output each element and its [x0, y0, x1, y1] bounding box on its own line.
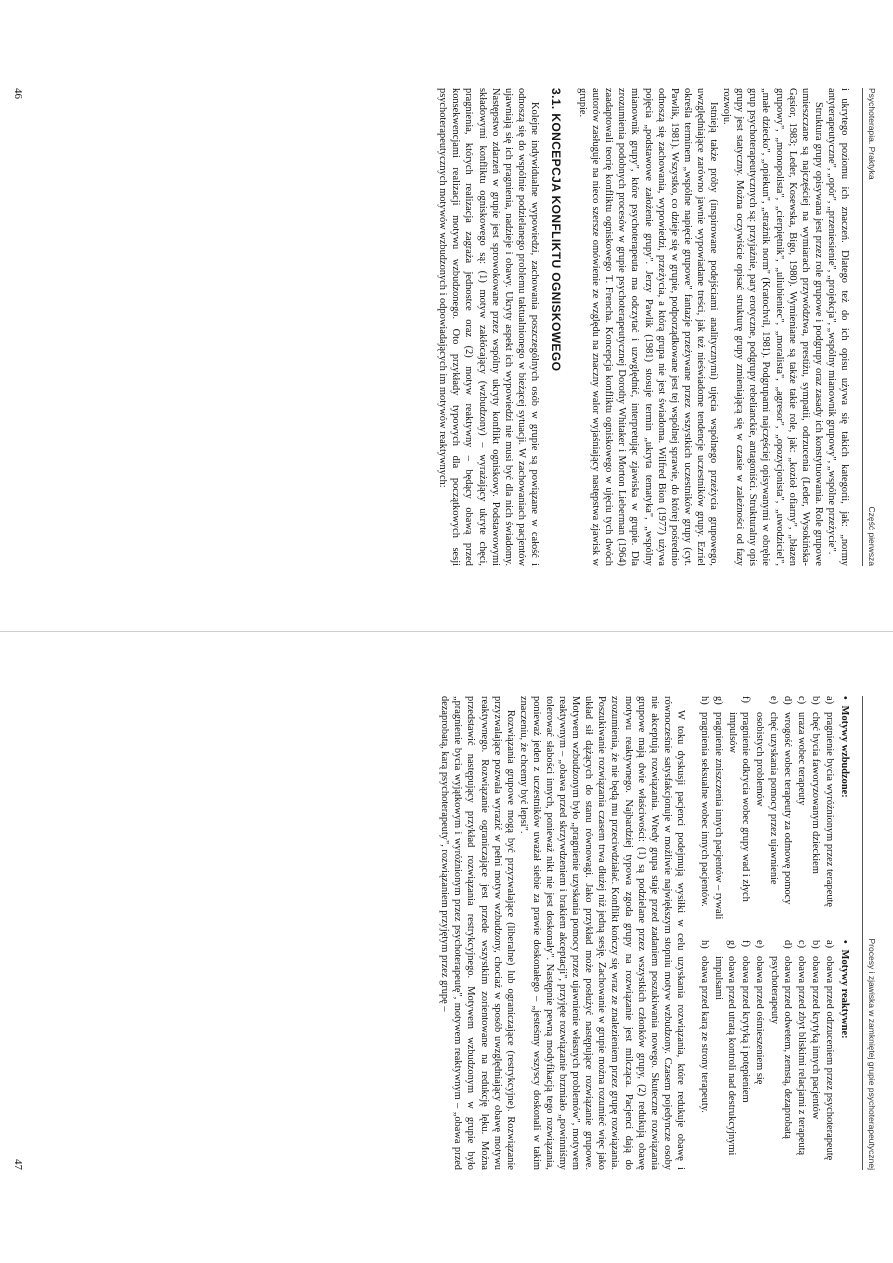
list-item-text: pragnienie bycia wyróżnionym przez terapeutę [823, 712, 835, 908]
column-heading-text: Motywy reaktywne: [839, 949, 850, 1039]
list-item-text: wrogość wobec terapeuty za odmowę pomocy [781, 712, 793, 905]
list-item [698, 940, 711, 1170]
list-marker: d) [781, 696, 793, 705]
running-header-part: Część pierwsza [867, 506, 877, 566]
column-heading [838, 696, 851, 926]
list-item [795, 940, 808, 1170]
list-marker: a) [823, 696, 835, 705]
list-marker: b) [809, 696, 821, 705]
list-marker: d) [781, 940, 793, 949]
motives-columns [697, 696, 851, 1170]
bullet-icon: • [839, 940, 850, 944]
list-item-text: pragnienie odkrycia wobec grupy wad i złych impulsów [727, 712, 752, 902]
list-item [795, 696, 808, 926]
list-marker: h) [699, 940, 711, 949]
list-marker: b) [809, 940, 821, 949]
list-item-text: pragnienie zniszczenia innych pacjentów – rywali [713, 712, 725, 920]
list-item-text: uraza wobec terapeuty [795, 712, 807, 806]
list-item-text: chęć uzyskania pomocy przez ujawnienie osobistych problemów [754, 712, 779, 885]
list-item [781, 696, 794, 926]
list-marker: g) [726, 940, 738, 949]
list-item [726, 696, 752, 926]
list-item-text: pragnienia seksualne wobec innych pacjentów. [699, 712, 711, 907]
paragraph: Kolejne indywidualne wypowiedzi, zachowania poszczególnych osób w grupie są powiązane w całość i odnoszą się do wspólnie podzielanego problemu taktualnionego w bieżącej sytuacji. W zachowaniach pacjentów ujawniają się ich pragnienia, nadzieje i obawy. Ukryty aspekt ich wypowiedzi nie musi być dla nich świadomy. Następstwo zdarzeń w grupie jest sprowokowane przez wspólny ukryty konflikt ogniskowy. Podstawowymi składowymi konfliktu ogniskowego są: (1) motyw zakłócający (wzbudzony) – wyrażający ukryte chęci, pragnienia, których realizacja zagraża jednostce oraz (2) motyw reaktywny – będący obawą przed konsekwencjami realizacji motywu wzbudzonego. Oto przykłady typowych dla początkowych sesji psychoterapeutycznych motywów wzbudzonych i odpowiadających im motywów reaktywnych: [437, 88, 540, 566]
list-marker: a) [823, 940, 835, 949]
list-marker: e) [767, 696, 779, 705]
list-item [823, 940, 836, 1170]
running-header-title: Psychoterapia. Praktyka [867, 88, 877, 180]
column-heading [838, 940, 851, 1170]
list-item-text: obawa przed zbyt bliskimi relacjami z terapeutą [795, 956, 807, 1156]
list-marker: h) [699, 696, 711, 705]
paragraph: Rozwiązania grupowe mogą być przyzwalające (liberalne) lub ograniczające (restrykcyjne). Rozwiązanie przyzwalające pozwala wyrazić w pełni motyw wzbudzony, chociaż w sposób uwzględniający obawę motywu reaktywnego. Rozwiązanie ograniczające jest przede wszystkim zorientowane na redukcję lęku. Można przedstawić następujący przykład rozwiązania restrykcyjnego. Motywem wzbudzonym w grupie było „pragnienie bycia wyjątkowym i wyróżnionym przez psychoterapeutę", motywem reaktywnym – „obawa przed dezaprobatą, karą psychoterapeuty", rozwiązaniem przyjętym przez grupę – [439, 696, 516, 1170]
list-item-text: chęć bycia faworyzowanym dzieckiem [809, 712, 821, 874]
list-item [753, 940, 766, 1170]
list-marker: g) [713, 696, 725, 705]
list-marker: e) [754, 940, 766, 949]
running-header-title: Procesy i zjawiska w zamkniętej grupie psychoterapeutycznej [867, 938, 877, 1170]
right-page [0, 632, 893, 1263]
motive-list [698, 696, 836, 926]
aroused-motives-column [697, 696, 851, 926]
list-item-text: obawa przed odrzuceniem przez psychoterapeutę [823, 956, 835, 1161]
list-marker: f) [740, 696, 752, 703]
paragraph: W toku dyskusji pacjenci podejmują wysiłki w celu uzyskania rozwiązania, które redukuje obawę i równocześnie satysfakcjonuje w możliwie największym stopniu motyw wzbudzony. Czasem pojedyncze osoby nie akceptują rozwiązania. Wtedy grupa staje przed zadaniem poszukiwania nowego. Skuteczne rozwiązania grupowe mają dwie właściwości: (1) są podzielane przez wszystkich członków grupy, (2) redukują obawę motywu reaktywnego. Najbardziej typowa zgoda grupy na rozwiązanie jest milcząca. Pacjenci dają do zrozumienia, że nie będą mu przeciwdziałać. Konflikt kończy się wraz ze znalezieniem przez grupę rozwiązania. Poszukiwanie rozwiązania czasem trwa dłużej niż jedną sesję. Zachowanie w grupie można rozumieć więc jako układ sił dążących do stanu równowagi. Jako przykład może posłużyć następujące rozwiązanie grupowe. Motywem wzbudzonym było „pragnienie uzyskania pomocy przez ujawnienie własnych problemów", motywem reaktywnym – „obawa przed skrzywdzeniem i brakiem akceptacji", przyjęte rozwiązanie brzmiało „powinniśmy tolerować słabości innych, ponieważ nikt nie jest doskonały". Następnie pewną modyfikacją tego rozwiązania, ponieważ jeden z uczestników uważał siebie za prawie doskonałego – „jesteśmy wszyscy doskonali w takim znaczeniu, że chcemy być lepsi". [517, 696, 686, 1170]
page-number: 47 [12, 1159, 24, 1170]
paragraph: Istnieją także próby (inspirowane podejściami analitycznymi) ujęcia wspólnego przeżycia grupowego, uwzględniające zarówno jawnie wypowiadane treści, jak też nieświadome tendencje uczestników grupy. Ezriel określa terminem „wspólne napięcie grupowe" fantazje przeżywane przez wszystkich uczestników grupy (cyt. Pawlik, 1981). Wszystko, co dzieje się w grupie, podporządkowane jest tej wspólnej sprawie, do której pośrednio odnoszą się zachowania, wypowiedzi, przeżycia, a którą grupa nie jest świadoma. Wilfred Bion (1977) używa pojęcia „podstawowe założenie grupy". Jerzy Pawlik (1981) stosuje termin „ukryta tematyka", „wspólny mianownik grupy", które psychoterapeuta ma odczytać i uzwględnić, interpretując zjawiska w grupie. Dla zrozumienia podobnych procesów w grupie psychoterapeutycznej Dorothy Whitaker i Morton Lieberman (1964) zaadaptowali teorię konfliktu ogniskowego T. Frencha. Koncepcja konfliktu ogniskowego w ujęciu tych dwóch autorów zasługuje na nieco szersze omówienie ze względu na znaczny walor wyjaśniający następstwa zjawisk w grupie. [577, 88, 720, 566]
list-item [809, 940, 822, 1170]
list-item-text: obawa przed karą ze strony terapeuty. [699, 956, 711, 1113]
list-item [753, 696, 779, 926]
list-item [712, 940, 738, 1170]
list-item [823, 696, 836, 926]
list-marker: c) [795, 940, 807, 949]
left-page-body [436, 88, 851, 566]
paragraph: Struktura grupy opisywana jest przez role grupowe i podgrupy oraz zasady ich konstytuowania. Role grupowe umieszczane są najczęściej na wymiarach przywództwa, prestiżu, sympatii, odrzucenia (Leder, Wysokińska-Gąsior, 1983; Leder, Kosewska, Bigo, 1980). Wymieniane są także takie role, jak: „kozioł ofiarny", „błazen grupowy", „monopolista", „cierpiętnik", „uliubieniec", „moralista", „agresor", „opozycjonista", „uwodziciel", „małe dziecko", „opiekun", „strażnik norm" (Kratochvíl, 1981). Podgrupami najczęściej opisywanymi w obrębie grup psychoterapeutycznych są: przyjaźnie, pary erotyczne, podgrupy rebelianckie, antagoniści. Strukturalny opis grupy jest statyczny. Można oczywiście opisać strukturę grupy zmieniającą się w czasie w zależności od fazy rozwoju. [721, 88, 824, 566]
list-item [767, 940, 793, 1170]
list-marker: f) [740, 940, 752, 947]
list-item-text: obawa przed utratą kontroli nad destrukcyjnymi impulsami [713, 956, 738, 1156]
section-heading: 3.1. KONCEPCJA KONFLIKTU OGNISKOWEGO [549, 88, 564, 372]
list-marker: c) [795, 696, 807, 705]
reactive-motives-column [697, 940, 851, 1170]
list-item-text: obawa przed ośmieszeniem się [754, 956, 766, 1085]
bullet-icon: • [839, 696, 850, 700]
list-item-text: obawa przed krytyką innych pacjentów [809, 956, 821, 1120]
list-item-text: obawa przed krytyką i potępieniem [740, 956, 752, 1103]
page-number: 46 [12, 88, 24, 99]
list-item-text: obawa przed odwetem, zemstą, dezaprobatą psychoterapeuty [768, 956, 793, 1139]
header-rule [862, 696, 863, 1170]
list-item [712, 696, 725, 926]
right-page-body [438, 696, 851, 1170]
list-item [809, 696, 822, 926]
paragraph: i ukrytego poziomu ich znaczeń. Dlatego też do ich opisu używa się takich kategorii, jak: „normy antyterapeutyczne", „opór", „przeniesienie", „projekcja", „wspólny mianownik grupowy", „wspólne przeżycie". [825, 88, 850, 566]
header-rule [862, 88, 863, 566]
column-heading-text: Motywy wzbudzone: [839, 705, 850, 798]
motive-list [698, 940, 836, 1170]
list-item [698, 696, 711, 926]
left-page [0, 0, 893, 631]
list-item [739, 940, 752, 1170]
